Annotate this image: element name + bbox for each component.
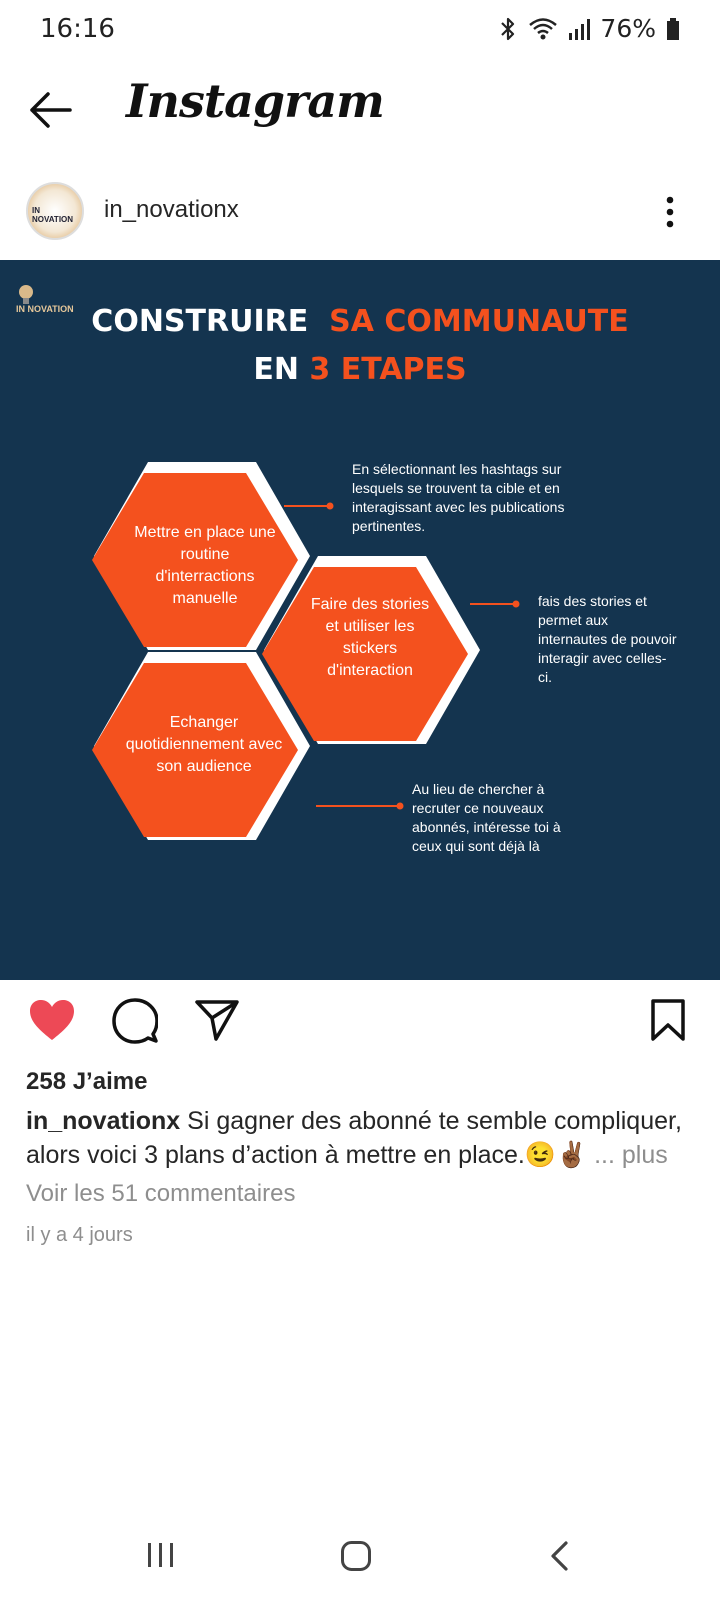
post-header (0, 172, 720, 252)
battery-icon (666, 17, 680, 41)
post-actions (0, 990, 720, 1050)
bookmark-icon (650, 998, 686, 1042)
status-bar (0, 0, 720, 60)
battery-percent: 76% (600, 14, 656, 43)
svg-text:IN NOVATION: IN NOVATION (16, 304, 74, 314)
view-comments-link[interactable]: Voir les 51 commentaires (26, 1180, 296, 1207)
more-options-button[interactable] (660, 192, 680, 232)
more-vertical-icon (660, 192, 680, 232)
hexagon-3-text: Echanger quotidiennement avec son audience (125, 714, 283, 775)
post-image[interactable] (0, 260, 720, 980)
bluetooth-icon (498, 16, 518, 42)
note-3: Au lieu de chercher à recruter ce nouveaux abonnés, intéresse toi à ceux qui sont déjà là (412, 781, 561, 854)
like-button[interactable] (28, 998, 76, 1047)
caption-text: Si gagner des abonné te semble compliquer, alors voici 3 plans d’action à mettre en place.😉✌🏾 (26, 1107, 682, 1169)
back-button[interactable] (28, 90, 78, 130)
send-paper-plane-icon (194, 998, 240, 1042)
hexagon-1-text: Mettre en place une routine d'interractions manuelle (134, 524, 276, 607)
post-username[interactable]: in_novationx (104, 196, 239, 223)
caption (26, 1104, 706, 1172)
home-icon (340, 1540, 372, 1572)
chevron-left-icon (548, 1540, 572, 1572)
comment-bubble-icon (112, 998, 158, 1044)
instagram-logo: Instagram (126, 74, 384, 128)
wifi-icon (528, 17, 558, 41)
home-button[interactable] (340, 1540, 372, 1577)
image-title-line2: EN 3 ETAPES (253, 352, 467, 387)
caption-more-link[interactable]: ... plus (594, 1141, 668, 1169)
back-nav-button[interactable] (548, 1540, 572, 1577)
back-arrow-icon (28, 90, 74, 130)
image-title-line1: CONSTRUIRE SA COMMUNAUTE (91, 304, 629, 339)
note-2: fais des stories et permet aux internautes de pouvoir interagir avec celles-ci. (538, 593, 677, 685)
recent-apps-icon (146, 1540, 176, 1570)
share-button[interactable] (194, 998, 240, 1047)
status-icons (498, 14, 680, 43)
avatar-logo-text: IN NOVATION (32, 206, 74, 224)
recent-apps-button[interactable] (146, 1540, 176, 1575)
note-1: En sélectionnant les hashtags sur lesquels se trouvent ta cible et en interagissant avec les publications pertinentes. (352, 461, 565, 534)
system-navigation-bar (0, 1520, 720, 1600)
caption-username[interactable]: in_novationx (26, 1107, 181, 1135)
app-header (0, 60, 720, 160)
avatar[interactable] (26, 182, 84, 240)
post-timestamp: il y a 4 jours (26, 1224, 133, 1246)
comment-button[interactable] (112, 998, 158, 1049)
likes-count[interactable]: 258 J’aime (26, 1068, 148, 1095)
status-time: 16:16 (40, 14, 115, 44)
hexagon-2-text: Faire des stories et utiliser les stickers d'interaction (310, 596, 430, 679)
heart-filled-icon (28, 998, 76, 1042)
signal-icon (568, 17, 590, 41)
save-button[interactable] (650, 998, 686, 1047)
